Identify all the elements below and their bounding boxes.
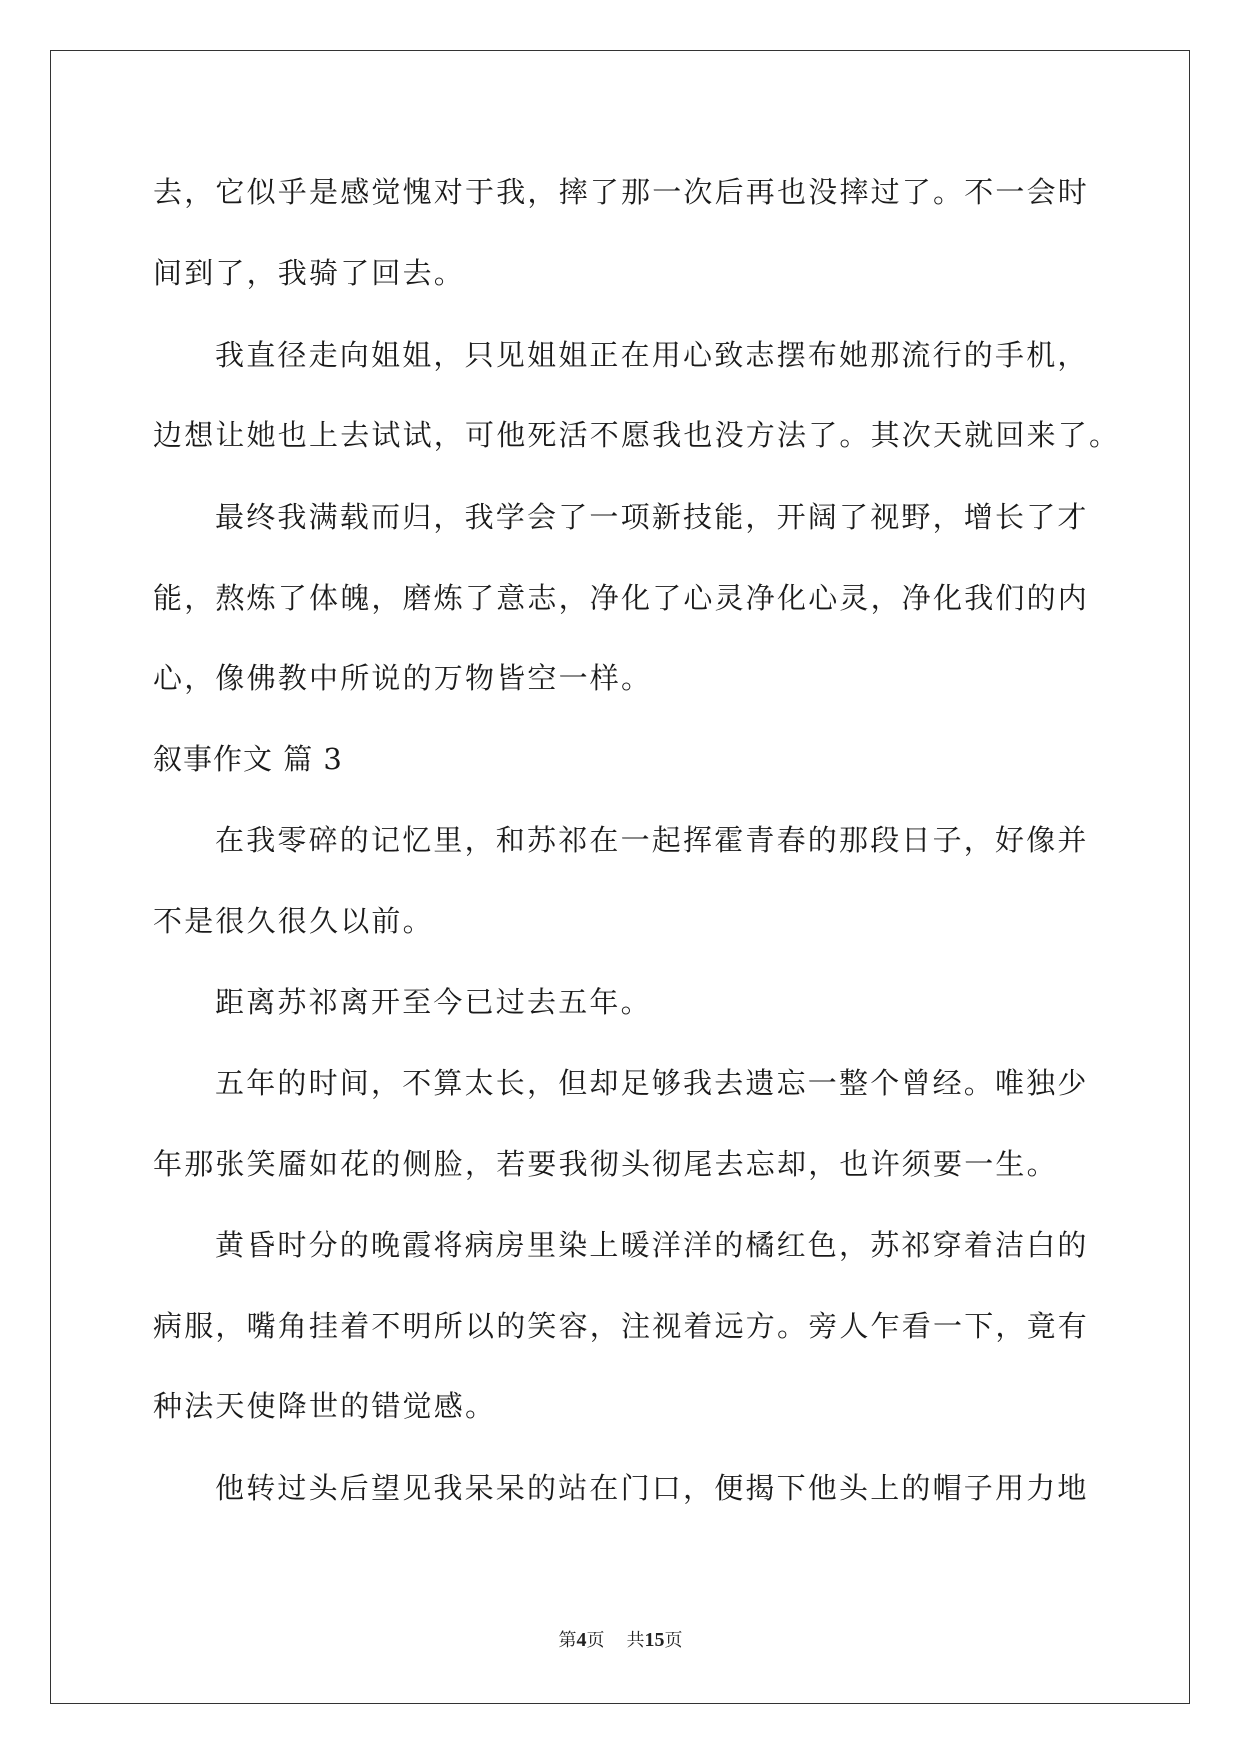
text-line: 心，像佛教中所说的万物皆空一样。 <box>153 661 653 695</box>
text-line: 年那张笑靥如花的侧脸，若要我彻头彻尾去忘却，也许须要一生。 <box>153 1147 1058 1181</box>
text-line: 不是很久很久以前。 <box>153 904 434 938</box>
text-line: 种法天使降世的错觉感。 <box>153 1389 497 1423</box>
text-line: 去，它似乎是感觉愧对于我，摔了那一次后再也没摔过了。不一会时 <box>153 175 1090 209</box>
total-pages: 15 <box>644 1629 665 1651</box>
page-border <box>50 50 1190 1704</box>
paragraph-start: 在我零碎的记忆里，和苏祁在一起挥霍青春的那段日子，好像并 <box>215 823 1089 857</box>
paragraph-start: 最终我满载而归，我学会了一项新技能，开阔了视野，增长了才 <box>215 500 1089 534</box>
paragraph-start: 黄昏时分的晚霞将病房里染上暖洋洋的橘红色，苏祁穿着洁白的 <box>215 1228 1089 1262</box>
total-suffix: 页 <box>664 1630 683 1651</box>
text-line: 间到了，我骑了回去。 <box>153 256 466 290</box>
page-prefix: 第 <box>558 1630 577 1651</box>
text-line: 病服，嘴角挂着不明所以的笑容，注视着远方。旁人乍看一下，竟有 <box>153 1309 1090 1343</box>
text-line: 能，熬炼了体魄，磨炼了意志，净化了心灵净化心灵，净化我们的内 <box>153 581 1090 615</box>
paragraph-start: 距离苏祁离开至今已过去五年。 <box>215 985 652 1019</box>
paragraph-start: 五年的时间，不算太长，但却足够我去遗忘一整个曾经。唯独少 <box>215 1066 1089 1100</box>
section-heading: 叙事作文 篇 3 <box>153 742 343 776</box>
total-prefix: 共 <box>626 1630 645 1651</box>
paragraph-start: 我直径走向姐姐，只见姐姐正在用心致志摆布她那流行的手机， <box>215 338 1089 372</box>
page-suffix: 页 <box>586 1630 605 1651</box>
text-line: 边想让她也上去试试，可他死活不愿我也没方法了。其次天就回来了。 <box>153 418 1121 452</box>
page-footer <box>0 1626 1241 1652</box>
paragraph-start: 他转过头后望见我呆呆的站在门口，便揭下他头上的帽子用力地 <box>215 1471 1089 1505</box>
page-number: 4 <box>576 1629 587 1651</box>
